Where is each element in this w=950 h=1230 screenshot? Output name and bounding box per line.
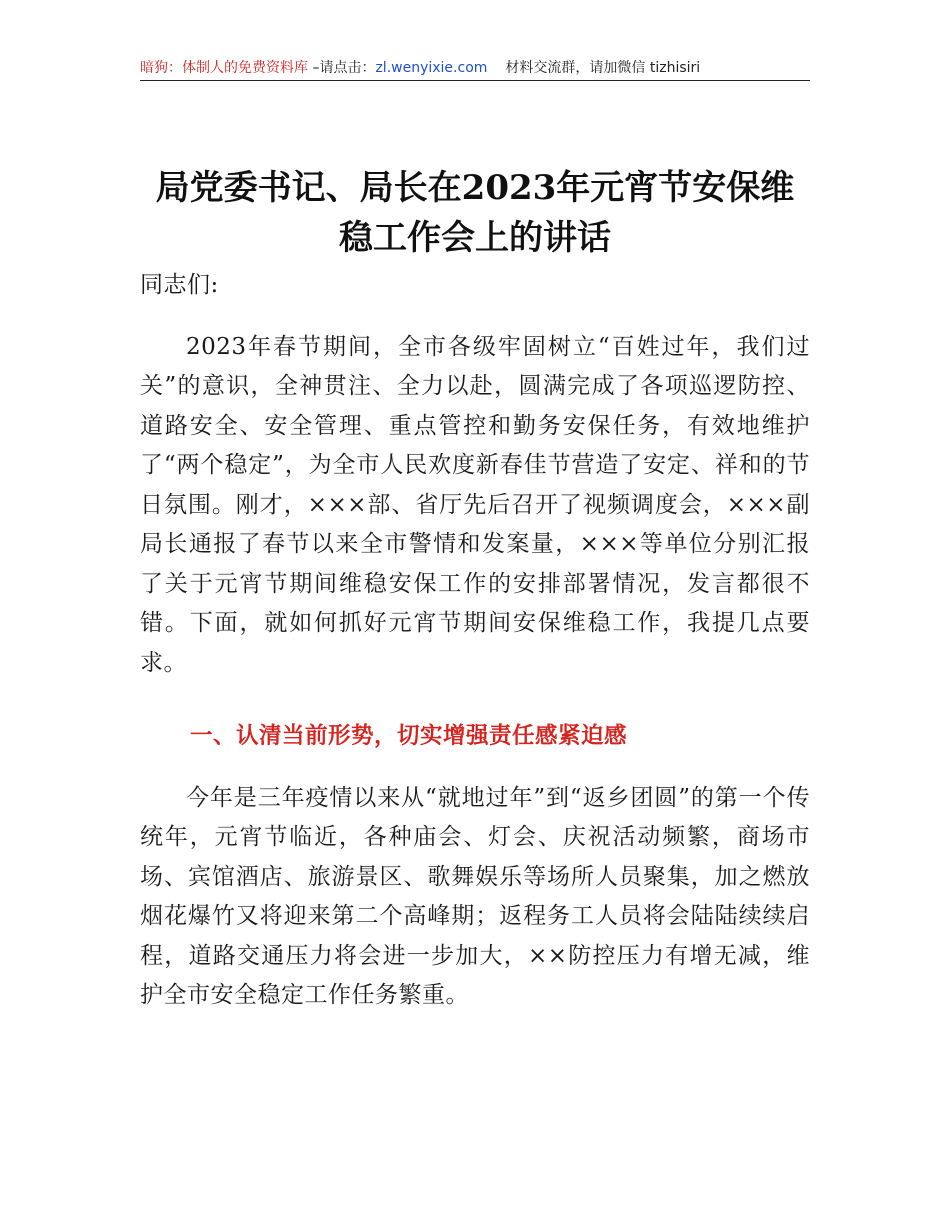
intro-paragraph: 2023年春节期间，全市各级牢固树立“百姓过年，我们过关”的意识，全神贯注、全力以赴，圆满完成了各项巡逻防控、道路安全、安全管理、重点管控和勤务安保任务，有效地维护了“两个稳定”，为全市人民欢度新春佳节营造了安定、祥和的节日氛围。刚才，×××部、省厅先后召开了视频调度会，×××副局长通报了春节以来全市警情和发案量，×××等单位分别汇报了关于元宵节期间维稳安保工作的安排部署情况，发言都很不错。下面，就如何抓好元宵节期间安保维稳工作，我提几点要求。: [140, 333, 810, 676]
header-link[interactable]: zl.wenyixie.com: [375, 60, 488, 76]
salutation: 同志们:: [140, 272, 219, 298]
document-body: [140, 252, 810, 1016]
header-promo-text: 暗狗：体制人的免费资料库: [140, 60, 308, 76]
header-contact-text: 材料交流群，请加微信 tizhisiri: [505, 60, 701, 76]
section-1-paragraph: 今年是三年疫情以来从“就地过年”到“返乡团圆”的第一个传统年，元宵节临近，各种庙会、灯会、庆祝活动频繁，商场市场、宾馆酒店、旅游景区、歌舞娱乐等场所人员聚集，加之燃放烟花爆竹又将迎来第二个高峰期；返程务工人员将会陆陆续续启程，道路交通压力将会进一步加大，××防控压力有增无减，维护全市安全稳定工作任务繁重。: [140, 784, 810, 1008]
header-separator: –请点击：: [308, 60, 376, 76]
section-heading-1: 一、认清当前形势，切实增强责任感紧迫感: [190, 723, 628, 749]
header-banner: [140, 58, 810, 81]
document-title: 局党委书记、局长在2023年元宵节安保维稳工作会上的讲话: [155, 167, 795, 258]
